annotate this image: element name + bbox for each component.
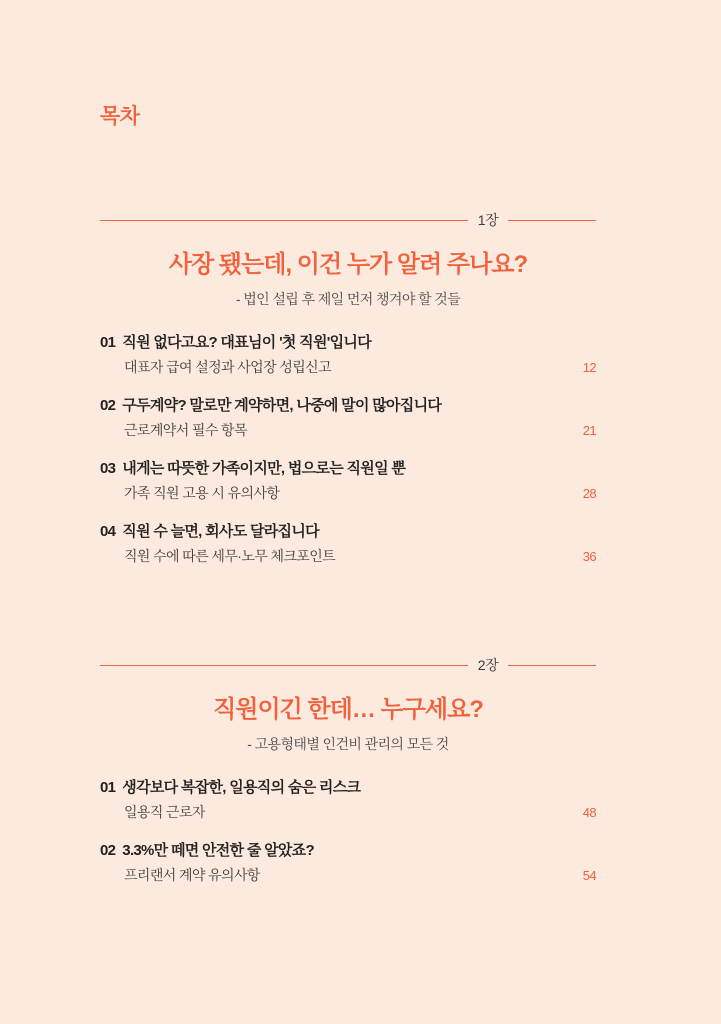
toc-entry-subline: [100, 420, 596, 440]
toc-entry-title: 내게는 따뜻한 가족이지만, 법으로는 직원일 뿐: [122, 460, 406, 477]
chapter-subtitle: - 고용형태별 인건비 관리의 모든 것: [247, 736, 449, 752]
toc-entry-heading: [100, 839, 596, 860]
toc-entry-number: 04: [100, 523, 116, 540]
toc-entry-number: 02: [100, 397, 116, 414]
toc-entry-page: 12: [582, 360, 596, 375]
toc-entry-number: 01: [100, 334, 116, 351]
toc-entry-heading: [100, 776, 596, 797]
toc-entry-subtitle: 일용직 근로자: [124, 804, 205, 820]
toc-entry-title: 직원 수 늘면, 회사도 달라집니다: [122, 523, 319, 540]
toc-entry[interactable]: [100, 457, 596, 503]
toc-entry-number: 01: [100, 779, 116, 796]
toc-entry-subline: [100, 546, 596, 566]
toc-entry-heading: [100, 520, 596, 541]
toc-entry-subline: [100, 865, 596, 885]
toc-entry-title: 직원 없다고요? 대표님이 '첫 직원'입니다: [122, 334, 372, 351]
toc-entry-page: 21: [582, 423, 596, 438]
toc-entry-page: 28: [582, 486, 596, 501]
toc-entry-number: 02: [100, 842, 116, 859]
chapter-section-2: [100, 655, 596, 902]
chapter-header-2: [100, 655, 596, 675]
toc-entry-page: 36: [582, 549, 596, 564]
toc-entry-heading: [100, 457, 596, 478]
toc-entry-subtitle: 프리랜서 계약 유의사항: [124, 867, 260, 883]
chapter-title: 직원이긴 한데… 누구세요?: [213, 696, 483, 723]
page-title: 목차: [100, 105, 140, 128]
toc-entry-subline: [100, 802, 596, 822]
toc-entry-page: 48: [582, 805, 596, 820]
toc-entry[interactable]: [100, 331, 596, 377]
chapter-title: 사장 됐는데, 이건 누가 알려 주나요?: [168, 251, 528, 278]
toc-entry-title: 구두계약? 말로만 계약하면, 나중에 말이 많아집니다: [122, 397, 442, 414]
divider-right: [508, 665, 596, 666]
toc-entry[interactable]: [100, 520, 596, 566]
toc-entry[interactable]: [100, 839, 596, 885]
toc-entry-heading: [100, 331, 596, 352]
toc-entry-subtitle: 대표자 급여 설정과 사업장 성립신고: [124, 359, 332, 375]
toc-entry-subline: [100, 483, 596, 503]
chapter-number: 2장: [477, 657, 499, 673]
toc-entry-subtitle: 가족 직원 고용 시 유의사항: [124, 485, 280, 501]
chapter-number: 1장: [477, 212, 499, 228]
toc-entry-subtitle: 직원 수에 따른 세무·노무 체크포인트: [124, 548, 336, 564]
toc-entry-subtitle: 근로계약서 필수 항목: [124, 422, 247, 438]
toc-entry-page: 54: [582, 868, 596, 883]
toc-entry-number: 03: [100, 460, 116, 477]
toc-entry-heading: [100, 394, 596, 415]
chapter-header-1: [100, 210, 596, 230]
toc-entry-title: 생각보다 복잡한, 일용직의 숨은 리스크: [122, 779, 361, 796]
chapter-section-1: [100, 210, 596, 583]
toc-entry-title: 3.3%만 떼면 안전한 줄 알았죠?: [122, 842, 314, 859]
toc-entry-subline: [100, 357, 596, 377]
toc-entry[interactable]: [100, 776, 596, 822]
divider-right: [508, 220, 596, 221]
divider-left: [100, 665, 468, 666]
toc-entry[interactable]: [100, 394, 596, 440]
divider-left: [100, 220, 468, 221]
chapter-subtitle: - 법인 설립 후 제일 먼저 챙겨야 할 것들: [235, 291, 461, 307]
